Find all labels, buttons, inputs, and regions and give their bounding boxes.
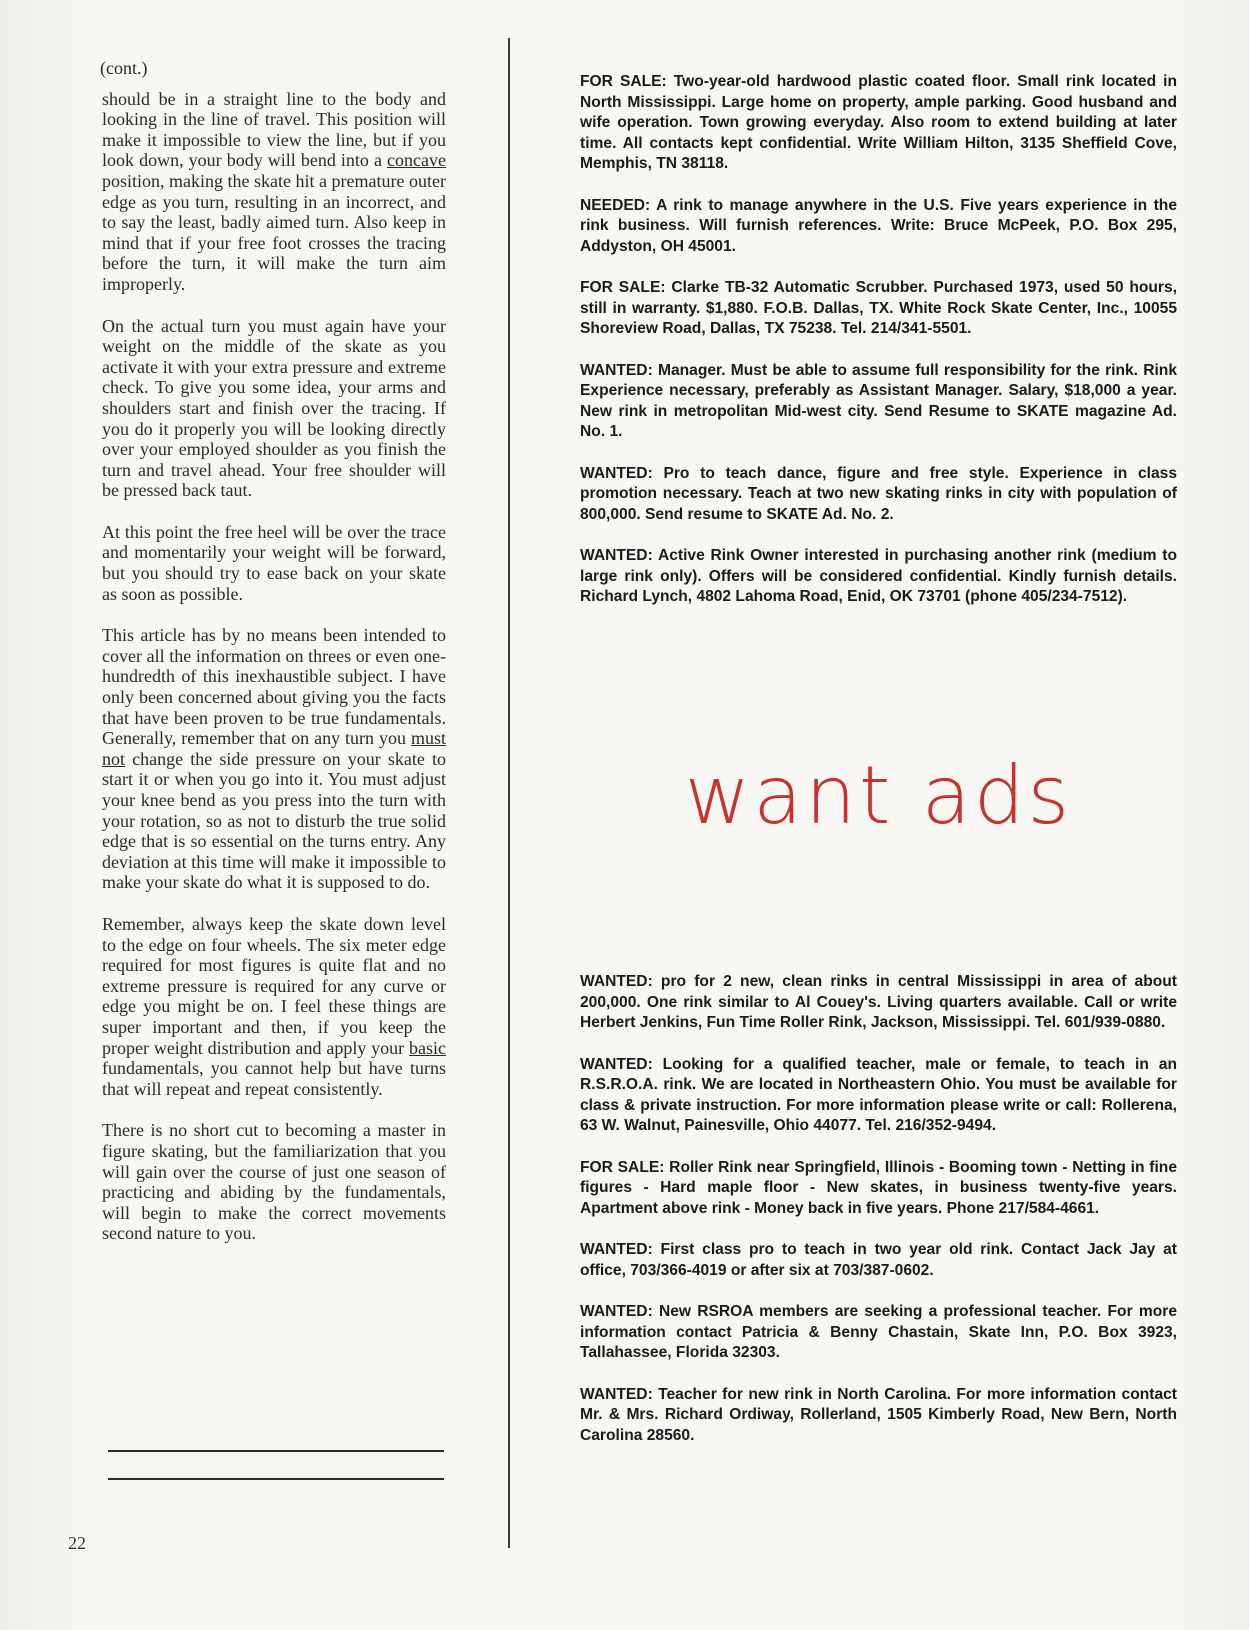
article-end-rule-1 bbox=[108, 1450, 444, 1452]
article-body bbox=[102, 89, 446, 1244]
article-paragraph bbox=[102, 1120, 446, 1244]
want-ads-title: want ads bbox=[684, 749, 1073, 842]
article-paragraph bbox=[102, 625, 446, 893]
classified-ad: WANTED: First class pro to teach in two year old rink. Contact Jack Jay at office, 703/366-4019 or after six at 703/387-0602. bbox=[580, 1241, 1177, 1279]
article-text: should be in a straight line to the body and looking in the line of travel. This position will make it impossible to view the line, but if you look down, your body will bend into a bbox=[102, 88, 446, 171]
classified-ad: WANTED: pro for 2 new, clean rinks in central Mississippi in area of about 200,000. One rink similar to Al Couey's. Living quarters available. Call or write Herbert Jenkins, Fun Time Roller Rink, Jackson, Mississippi. Tel. 601/939-0880. bbox=[580, 973, 1177, 1031]
article-text: fundamentals, you cannot help but have turns that will repeat and repeat consistently. bbox=[102, 1058, 446, 1099]
article-text: This article has by no means been intended to cover all the information on threes or even one-hundredth of this inexhaustible subject. I have only been concerned about giving you the facts that have been proven to be true fundamentals. Generally, remember that on any turn you bbox=[102, 625, 446, 749]
continued-label: (cont.) bbox=[100, 58, 148, 78]
classified-ad: WANTED: Active Rink Owner interested in purchasing another rink (medium to large rink only). Offers will be considered confidential. Kindly furnish details. Richard Lynch, 4802 Lahoma Road, Enid, OK 73701 (phone 405/234-7512). bbox=[580, 547, 1177, 605]
article-end-rule-2 bbox=[108, 1478, 444, 1480]
column-divider bbox=[508, 38, 510, 1548]
article-paragraph bbox=[102, 522, 446, 604]
classified-ad: WANTED: Manager. Must be able to assume full responsibility for the rink. Rink Experience necessary, preferably as Assistant Manager. Salary, $18,000 a year. New rink in metropolitan Mid-west city. Send Resume to SKATE magazine Ad. No. 1. bbox=[580, 361, 1177, 440]
want-ads-top-list bbox=[580, 72, 1177, 629]
article-text: Remember, always keep the skate down level to the edge on four wheels. The six meter edge required for most figures is quite flat and no extreme pressure is required for any curve or edge you might be on. I feel these things are super important and then, if you keep the proper weight distribution and apply your bbox=[102, 913, 446, 1058]
underlined-text: basic bbox=[409, 1037, 446, 1058]
page-number: 22 bbox=[68, 1533, 86, 1553]
article-text: On the actual turn you must again have your weight on the middle of the skate as you activate it with your extra pressure and extreme check. To give you some idea, your arms and shoulders start and finish over the tracing. If you do it properly you will be looking directly over your employed shoulder as you finish the turn and travel ahead. Your free shoulder will be pressed back taut. bbox=[102, 315, 446, 501]
article-text: position, making the skate hit a premature outer edge as you turn, resulting in an incorrect, and to say the least, badly aimed turn. Also keep in mind that if your free foot crosses the tracing before the turn, it will make the turn aim improperly. bbox=[102, 170, 446, 294]
classified-ad: FOR SALE: Two-year-old hardwood plastic coated floor. Small rink located in North Mississippi. Large home on property, ample parking. Good husband and wife operation. Town growing everyday. Also room to extend building at later time. All contacts kept confidential. Write William Hilton, 3135 Sheffield Cove, Memphis, TN 38118. bbox=[580, 73, 1177, 172]
classified-ad: WANTED: Looking for a qualified teacher, male or female, to teach in an R.S.R.O.A. rink. We are located in Northeastern Ohio. You must be available for class & private instruction. For more information please write or call: Rollerena, 63 W. Walnut, Painesville, Ohio 44077. Tel. 216/352-9494. bbox=[580, 1055, 1177, 1134]
article-text: change the side pressure on your skate to start it or when you go into it. You must adjust your knee bend as you press into the turn with your rotation, so as not to disturb the true solid edge that is so essential on the turns entry. Any deviation at this time will make it impossible to make your skate do what it is supposed to do. bbox=[102, 748, 446, 893]
article-column bbox=[102, 58, 446, 1265]
classified-ad: WANTED: Teacher for new rink in North Carolina. For more information contact Mr. & Mrs. Richard Ordiway, Rollerland, 1505 Kimberly Road, New Bern, North Carolina 28560. bbox=[580, 1385, 1177, 1444]
article-paragraph bbox=[102, 316, 446, 501]
classified-ad: WANTED: Pro to teach dance, figure and free style. Experience in class promotion necessary. Teach at two new skating rinks in city with population of 800,000. Send resume to SKATE Ad. No. 2. bbox=[580, 464, 1177, 523]
article-text: There is no short cut to becoming a master in figure skating, but the familiarization that you will gain over the course of just one season of practicing and abiding by the fundamentals, will begin to make the correct movements second nature to you. bbox=[102, 1120, 446, 1244]
classified-ad: FOR SALE: Clarke TB-32 Automatic Scrubber. Purchased 1973, used 50 hours, still in warranty. $1,880. F.O.B. Dallas, TX. White Rock Skate Center, Inc., 10055 Shoreview Road, Dallas, TX 75238. Tel. 214/341-5501. bbox=[580, 279, 1177, 337]
classified-ad: FOR SALE: Roller Rink near Springfield, Illinois - Booming town - Netting in fine figures - Hard maple floor - New skates, in business twenty-five years. Apartment above rink - Money back in five years. Phone 217/584-4661. bbox=[580, 1158, 1177, 1217]
underlined-text: must not bbox=[102, 728, 446, 769]
article-text: At this point the free heel will be over the trace and momentarily your weight will be forward, but you should try to ease back on your skate as soon as possible. bbox=[102, 521, 446, 604]
article-paragraph bbox=[102, 914, 446, 1099]
article-paragraph bbox=[102, 89, 446, 295]
classified-ad: NEEDED: A rink to manage anywhere in the U.S. Five years experience in the rink business. Will furnish references. Write: Bruce McPeek, P.O. Box 295, Addyston, OH 45001. bbox=[580, 196, 1177, 255]
want-ads-bottom-list bbox=[580, 972, 1177, 1467]
underlined-text: concave bbox=[387, 150, 446, 171]
classified-ad: WANTED: New RSROA members are seeking a professional teacher. For more information contact Patricia & Benny Chastain, Skate Inn, P.O. Box 3923, Tallahassee, Florida 32303. bbox=[580, 1303, 1177, 1361]
